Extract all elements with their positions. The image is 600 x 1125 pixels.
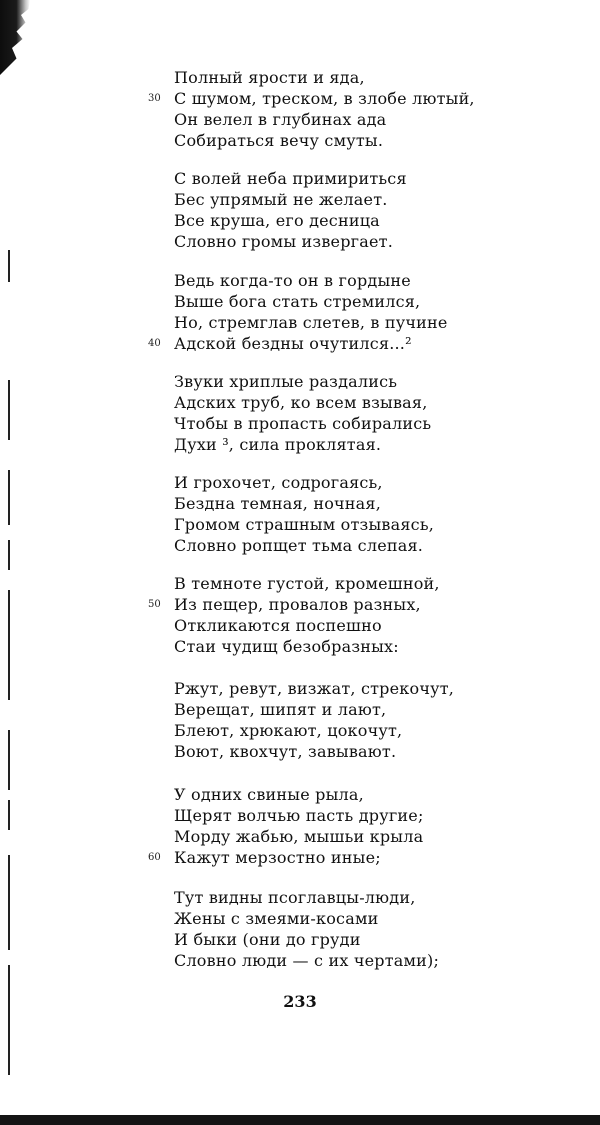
poem-line: Ведь когда-то он в гордыне <box>174 271 411 290</box>
stanza <box>174 573 440 657</box>
line-number: 40 <box>148 338 161 349</box>
poem-line: У одних свиные рыла, <box>174 785 364 804</box>
poem-line: Ржут, ревут, визжат, стрекочут, <box>174 679 455 698</box>
poem-line: Громом страшным отзываясь, <box>174 515 435 534</box>
stanza <box>174 67 475 151</box>
poem-line: Адских труб, ко всем взывая, <box>174 393 428 412</box>
poem-line: Воют, квохчут, завывают. <box>174 742 397 761</box>
line-number: 50 <box>148 599 161 610</box>
poem-line: Стаи чудищ безобразных: <box>174 637 399 656</box>
poem-line: Верещат, шипят и лают, <box>174 700 387 719</box>
line-number: 60 <box>148 852 161 863</box>
poem-line: Блеют, хрюкают, цокочут, <box>174 721 403 740</box>
stanza <box>174 678 454 762</box>
page-number: 233 <box>283 992 317 1011</box>
poem-line: Собираться вечу смуты. <box>174 131 384 150</box>
scan-edge-mark <box>8 800 10 830</box>
poem-line: Он велел в глубинах ада <box>174 110 387 129</box>
poem-line: Из пещер, провалов разных, <box>174 595 421 614</box>
scan-edge-mark <box>8 250 10 282</box>
poem-line: Звуки хриплые раздались <box>174 372 398 391</box>
poem-line: Бес упрямый не желает. <box>174 190 388 209</box>
scan-edge-mark <box>8 965 10 1075</box>
scan-edge-mark <box>8 855 10 950</box>
poem-line: Кажут мерзостно иные; <box>174 848 381 867</box>
scan-binding-shadow <box>0 0 30 75</box>
poem-line: С шумом, треском, в злобе лютый, <box>174 89 475 108</box>
poem-line: Словно громы извергает. <box>174 232 393 251</box>
poem-line: Словно люди — с их чертами); <box>174 951 440 970</box>
poem-line: Все круша, его десница <box>174 211 380 230</box>
stanza <box>174 887 439 971</box>
poem-line: Бездна темная, ночная, <box>174 494 381 513</box>
scan-edge-mark <box>8 540 10 570</box>
poem-line: С волей неба примириться <box>174 169 407 188</box>
scan-edge-mark <box>8 730 10 790</box>
scan-edge-mark <box>8 470 10 525</box>
stanza <box>174 168 407 252</box>
line-number: 30 <box>148 93 161 104</box>
poem-line: Жены с змеями-косами <box>174 909 379 928</box>
poem-line: В темноте густой, кромешной, <box>174 574 440 593</box>
scan-bottom-edge <box>0 1115 600 1125</box>
poem-line: Выше бога стать стремился, <box>174 292 421 311</box>
poem-line: И быки (они до груди <box>174 930 361 949</box>
stanza <box>174 270 448 354</box>
stanza <box>174 472 434 556</box>
scan-edge-mark <box>8 590 10 700</box>
stanza <box>174 371 431 455</box>
poem-line: Но, стремглав слетев, в пучине <box>174 313 448 332</box>
poem-line: И грохочет, содрогаясь, <box>174 473 383 492</box>
poem-line: Щерят волчью пасть другие; <box>174 806 424 825</box>
poem-line: Духи ³, сила проклятая. <box>174 435 382 454</box>
poem-line: Чтобы в пропасть собирались <box>174 414 432 433</box>
stanza <box>174 784 424 868</box>
poem-line: Словно ропщет тьма слепая. <box>174 536 424 555</box>
poem-line: Откликаются поспешно <box>174 616 382 635</box>
poem-line: Адской бездны очутился...² <box>174 334 412 353</box>
poem-line: Тут видны псоглавцы-люди, <box>174 888 416 907</box>
scan-edge-mark <box>8 380 10 440</box>
poem-line: Морду жабью, мышьи крыла <box>174 827 424 846</box>
poem-line: Полный ярости и яда, <box>174 68 365 87</box>
